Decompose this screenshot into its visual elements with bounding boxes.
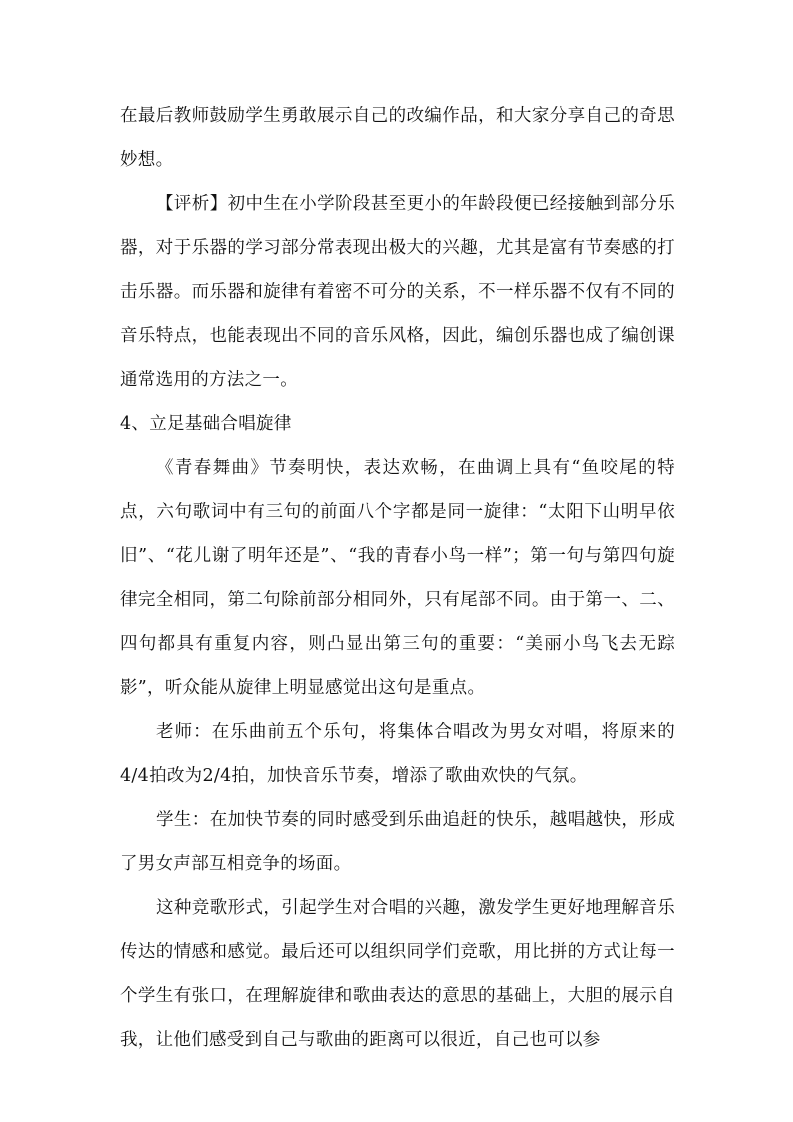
paragraph-analysis: 【评析】初中生在小学阶段甚至更小的年龄段便已经接触到部分乐器，对于乐器的学习部分常表现出极大的兴趣，尤其是富有节奏感的打击乐器。而乐器和旋律有着密不可分的关系，不一样乐器不仅有不同的音乐特点，也能表现出不同的音乐风格，因此，编创乐器也成了编创课通常选用的方法之一。 <box>120 194 675 390</box>
paragraph-closing-summary: 在最后教师鼓励学生勇敢展示自己的改编作品，和大家分享自己的奇思妙想。 <box>120 106 675 170</box>
paragraph-student: 学生：在加快节奏的同时感受到乐曲追赶的快乐，越唱越快，形成了男女声部互相竞争的场面。 <box>120 810 675 874</box>
paragraph-teacher: 老师：在乐曲前五个乐句，将集体合唱改为男女对唱，将原来的4/4拍改为2/4拍，加快音乐节奏，增添了歌曲欢快的气氛。 <box>120 722 675 786</box>
document-body <box>120 94 675 1062</box>
section-heading: 4、立足基础合唱旋律 <box>120 414 292 434</box>
paragraph-song-description: 《青春舞曲》节奏明快，表达欢畅，在曲调上具有“鱼咬尾的特点，六句歌词中有三句的前面八个字都是同一旋律：“太阳下山明早依旧”、“花儿谢了明年还是”、“我的青春小鸟一样”；第一句与第四句旋律完全相同，第二句除前部分相同外，只有尾部不同。由于第一、二、四句都具有重复内容，则凸显出第三句的重要：“美丽小鸟飞去无踪影”，听众能从旋律上明显感觉出这句是重点。 <box>120 458 675 698</box>
paragraph-competition-format: 这种竞歌形式，引起学生对合唱的兴趣，激发学生更好地理解音乐传达的情感和感觉。最后还可以组织同学们竞歌，用比拼的方式让每一个学生有张口，在理解旋律和歌曲表达的意思的基础上，大胆的展示自我，让他们感受到自己与歌曲的距离可以很近，自己也可以参 <box>120 898 675 1050</box>
